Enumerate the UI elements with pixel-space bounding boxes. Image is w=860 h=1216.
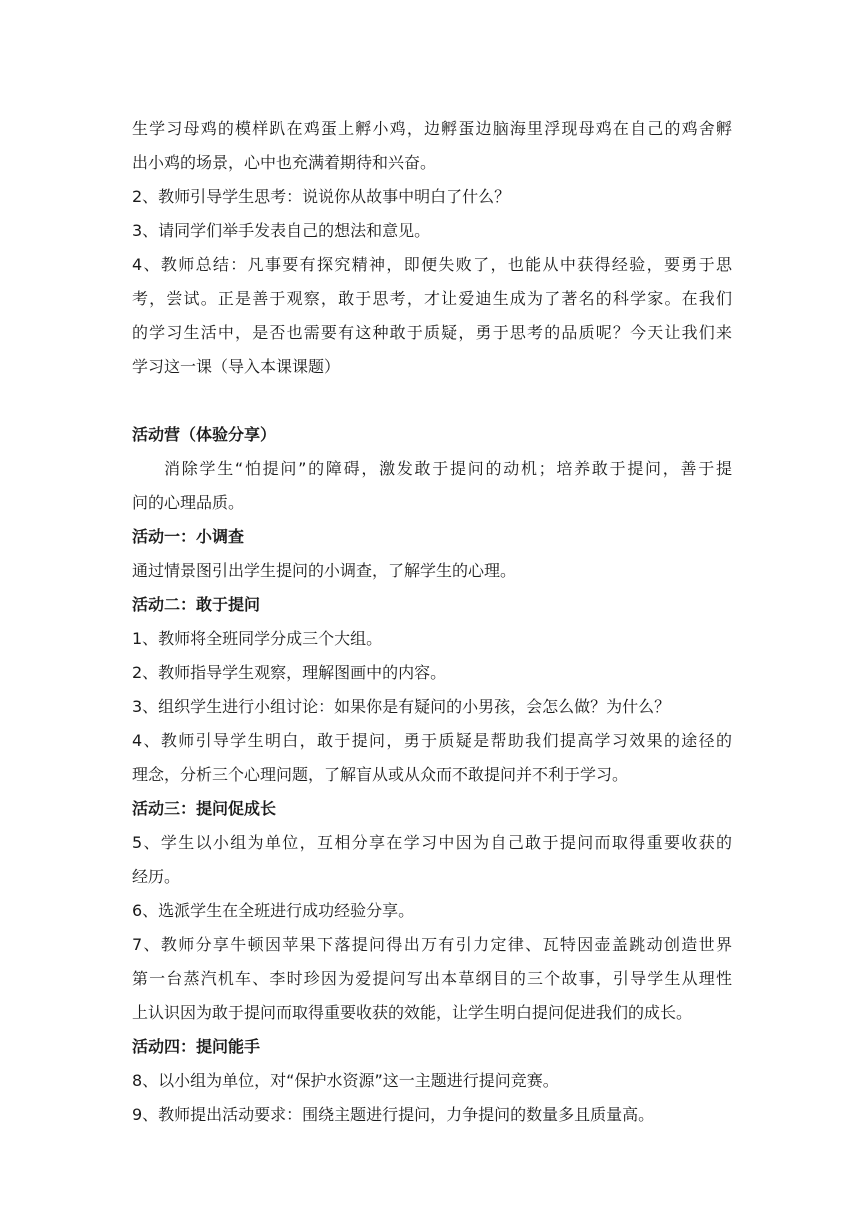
paragraph-line: 4、教师引导学生明白，敢于提问，勇于质疑是帮助我们提高学习效果的途径的 xyxy=(132,731,732,750)
paragraph-line: 考，尝试。正是善于观察，敢于思考，才让爱迪生成为了著名的科学家。在我们 xyxy=(132,289,732,308)
intro-paragraph xyxy=(132,112,732,180)
goal-paragraph xyxy=(132,452,732,520)
document-page xyxy=(132,112,732,1132)
step-item xyxy=(132,724,732,792)
paragraph-line: 4、教师总结：凡事要有探究精神，即便失败了，也能从中获得经验，要勇于思 xyxy=(132,255,732,274)
paragraph-line: 上认识因为敢于提问而取得重要收获的效能，让学生明白提问促进我们的成长。 xyxy=(132,1003,693,1022)
paragraph-line: 第一台蒸汽机车、李时珍因为爱提问写出本草纲目的三个故事，引导学生从理性 xyxy=(132,969,732,988)
activity-heading: 活动二：敢于提问 xyxy=(132,595,261,614)
activity-text: 通过情景图引出学生提问的小调查，了解学生的心理。 xyxy=(132,561,517,580)
step-item: 2、教师引导学生思考：说说你从故事中明白了什么？ xyxy=(132,187,511,206)
step-item: 9、教师提出活动要求：围绕主题进行提问，力争提问的数量多且质量高。 xyxy=(132,1105,655,1124)
paragraph-line: 问的心理品质。 xyxy=(132,493,245,512)
step-item: 1、教师将全班同学分成三个大组。 xyxy=(132,629,383,648)
paragraph-line: 的学习生活中，是否也需要有这种敢于质疑，勇于思考的品质呢？今天让我们来 xyxy=(132,323,732,342)
paragraph-line: 消除学生“怕提问”的障碍，激发敢于提问的动机；培养敢于提问，善于提 xyxy=(164,459,732,478)
step-item: 2、教师指导学生观察，理解图画中的内容。 xyxy=(132,663,447,682)
blank-line xyxy=(132,384,732,418)
step-item xyxy=(132,928,732,1030)
paragraph-line: 经历。 xyxy=(132,867,181,886)
paragraph-line: 出小鸡的场景，心中也充满着期待和兴奋。 xyxy=(132,153,437,172)
step-item: 3、组织学生进行小组讨论：如果你是有疑问的小男孩，会怎么做？为什么？ xyxy=(132,697,671,716)
paragraph-line: 理念，分析三个心理问题，了解盲从或从众而不敢提问并不利于学习。 xyxy=(132,765,629,784)
section-heading: 活动营（体验分享） xyxy=(132,425,277,444)
paragraph-line: 生学习母鸡的模样趴在鸡蛋上孵小鸡，边孵蛋边脑海里浮现母鸡在自己的鸡舍孵 xyxy=(132,119,732,138)
paragraph-line: 5、学生以小组为单位，互相分享在学习中因为自己敢于提问而取得重要收获的 xyxy=(132,833,732,852)
step-item xyxy=(132,826,732,894)
activity-heading: 活动三：提问促成长 xyxy=(132,799,277,818)
summary-paragraph xyxy=(132,248,732,384)
step-item: 6、选派学生在全班进行成功经验分享。 xyxy=(132,901,415,920)
step-item: 8、以小组为单位，对“保护水资源”这一主题进行提问竞赛。 xyxy=(132,1071,559,1090)
activity-heading: 活动四：提问能手 xyxy=(132,1037,261,1056)
paragraph-line: 学习这一课（导入本课课题） xyxy=(132,357,341,376)
activity-heading: 活动一：小调查 xyxy=(132,527,245,546)
step-item: 3、请同学们举手发表自己的想法和意见。 xyxy=(132,221,431,240)
paragraph-line: 7、教师分享牛顿因苹果下落提问得出万有引力定律、瓦特因壶盖跳动创造世界 xyxy=(132,935,732,954)
